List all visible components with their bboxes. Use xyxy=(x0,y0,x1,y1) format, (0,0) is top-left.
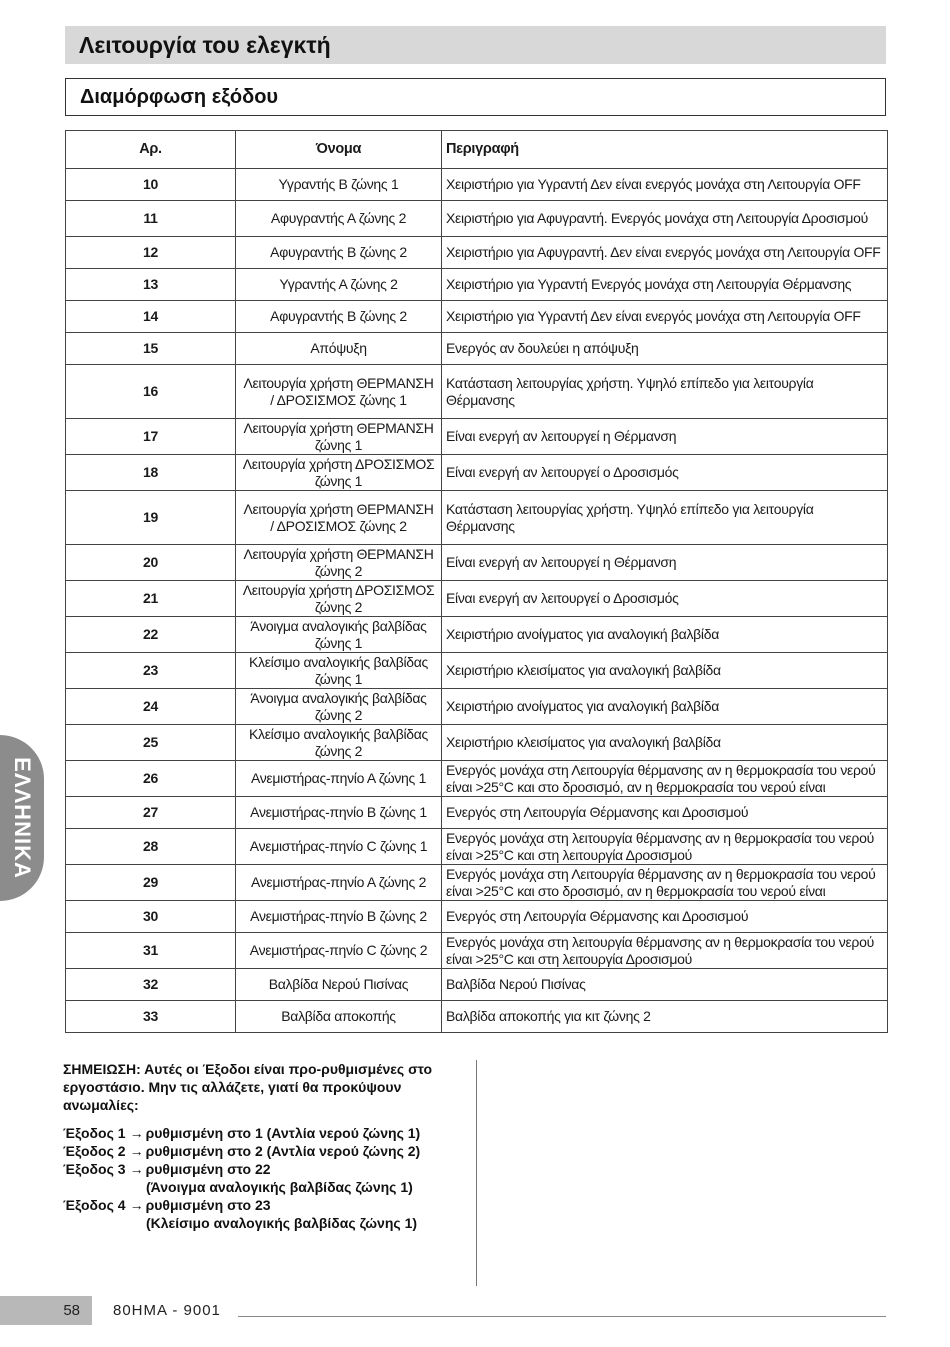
row-description: Είναι ενεργή αν λειτουργεί η Θέρμανση xyxy=(442,419,888,455)
row-description: Βαλβίδα αποκοπής για κιτ ζώνης 2 xyxy=(442,1001,888,1033)
row-name: Υγραντής Β ζώνης 1 xyxy=(236,169,442,201)
row-description: Χειριστήριο ανοίγματος για αναλογική βαλβίδα xyxy=(442,617,888,653)
row-name: Ανεμιστήρας-πηνίο C ζώνης 1 xyxy=(236,829,442,865)
table-row xyxy=(66,617,888,653)
row-number: 11 xyxy=(66,201,236,237)
row-number: 13 xyxy=(66,269,236,301)
output-setting xyxy=(63,1142,463,1160)
output-value: ρυθμισμένη στο 1 (Αντλία νερού ζώνης 1) xyxy=(145,1125,421,1141)
row-name: Άνοιγμα αναλογικής βαλβίδας ζώνης 1 xyxy=(236,617,442,653)
output-label: Έξοδος 2 xyxy=(63,1143,126,1159)
table-row xyxy=(66,761,888,797)
row-description: Χειριστήριο ανοίγματος για αναλογική βαλβίδα xyxy=(442,689,888,725)
row-number: 29 xyxy=(66,865,236,901)
footer-rule xyxy=(238,1316,886,1317)
row-description: Ενεργός μονάχα στη λειτουργία θέρμανσης αν η θερμοκρασία του νερού είναι >25°C και στη λειτουργία Δροσισμού xyxy=(442,933,888,969)
row-number: 33 xyxy=(66,1001,236,1033)
table-row xyxy=(66,725,888,761)
column-header-number: Αρ. xyxy=(66,131,236,169)
page-header xyxy=(65,26,886,64)
row-name: Ανεμιστήρας-πηνίο Α ζώνης 1 xyxy=(236,761,442,797)
row-description: Χειριστήριο για Αφυγραντή. Ενεργός μονάχα στη Λειτουργία Δροσισμού xyxy=(442,201,888,237)
table-row xyxy=(66,653,888,689)
row-number: 21 xyxy=(66,581,236,617)
table-row xyxy=(66,969,888,1001)
row-name: Λειτουργία χρήστη ΔΡΟΣΙΣΜΟΣ ζώνης 2 xyxy=(236,581,442,617)
row-number: 15 xyxy=(66,333,236,365)
row-name: Λειτουργία χρήστη ΘΕΡΜΑΝΣΗ / ΔΡΟΣΙΣΜΟΣ ζώνης 2 xyxy=(236,491,442,545)
row-number: 10 xyxy=(66,169,236,201)
table-row xyxy=(66,237,888,269)
note-block xyxy=(63,1060,463,1232)
output-label: Έξοδος 4 xyxy=(63,1197,126,1213)
row-description: Είναι ενεργή αν λειτουργεί ο Δροσισμός xyxy=(442,455,888,491)
table-row xyxy=(66,365,888,419)
row-description: Ενεργός μονάχα στη Λειτουργία θέρμανσης αν η θερμοκρασία του νερού είναι >25°C και στο δροσισμό, αν η θερμοκρασία του νερού είναι xyxy=(442,865,888,901)
row-description: Κατάσταση λειτουργίας χρήστη. Υψηλό επίπεδο για λειτουργία Θέρμανσης xyxy=(442,491,888,545)
row-number: 32 xyxy=(66,969,236,1001)
output-value: ρυθμισμένη στο 23 xyxy=(145,1197,271,1213)
note-text: ΣΗΜΕΙΩΣΗ: Αυτές οι Έξοδοι είναι προ-ρυθμισμένες στο εργοστάσιο. Μην τις αλλάζετε, γιατί θα προκύψουν ανωμαλίες: xyxy=(63,1061,433,1113)
row-number: 19 xyxy=(66,491,236,545)
row-description: Είναι ενεργή αν λειτουργεί ο Δροσισμός xyxy=(442,581,888,617)
page-title: Λειτουργία του ελεγκτή xyxy=(79,31,331,58)
arrow-right-icon: → xyxy=(129,1161,144,1177)
row-number: 12 xyxy=(66,237,236,269)
output-value-detail: (Κλείσιμο αναλογικής βαλβίδας ζώνης 1) xyxy=(146,1215,418,1231)
arrow-right-icon: → xyxy=(129,1125,144,1141)
page-number-tab xyxy=(0,1296,92,1325)
row-description: Ενεργός μονάχα στη λειτουργία θέρμανσης αν η θερμοκρασία του νερού είναι >25°C και στη λειτουργία Δροσισμού xyxy=(442,829,888,865)
row-number: 16 xyxy=(66,365,236,419)
language-tab xyxy=(0,735,44,901)
row-name: Αφυγραντής Α ζώνης 2 xyxy=(236,201,442,237)
note-output-list xyxy=(63,1124,463,1232)
row-name: Λειτουργία χρήστη ΘΕΡΜΑΝΣΗ / ΔΡΟΣΙΣΜΟΣ ζώνης 1 xyxy=(236,365,442,419)
row-name: Ανεμιστήρας-πηνίο Β ζώνης 2 xyxy=(236,901,442,933)
row-number: 31 xyxy=(66,933,236,969)
row-description: Χειριστήριο κλεισίματος για αναλογική βαλβίδα xyxy=(442,725,888,761)
row-description: Χειριστήριο για Αφυγραντή. Δεν είναι ενεργός μονάχα στη Λειτουργία OFF xyxy=(442,237,888,269)
output-value: ρυθμισμένη στο 2 (Αντλία νερού ζώνης 2) xyxy=(145,1143,421,1159)
table-row xyxy=(66,901,888,933)
row-name: Ανεμιστήρας-πηνίο Α ζώνης 2 xyxy=(236,865,442,901)
table-row xyxy=(66,169,888,201)
output-value-detail: (Άνοιγμα αναλογικής βαλβίδας ζώνης 1) xyxy=(146,1179,413,1195)
output-setting xyxy=(63,1124,463,1142)
row-description: Είναι ενεργή αν λειτουργεί η Θέρμανση xyxy=(442,545,888,581)
language-tab-label: ΕΛΛΗΝΙΚΑ xyxy=(10,757,35,879)
row-description: Ενεργός στη Λειτουργία Θέρμανσης και Δροσισμού xyxy=(442,901,888,933)
row-name: Αφυγραντής Β ζώνης 2 xyxy=(236,237,442,269)
row-number: 28 xyxy=(66,829,236,865)
row-description: Χειριστήριο κλεισίματος για αναλογική βαλβίδα xyxy=(442,653,888,689)
row-name: Κλείσιμο αναλογικής βαλβίδας ζώνης 2 xyxy=(236,725,442,761)
section-header xyxy=(65,78,886,116)
row-number: 20 xyxy=(66,545,236,581)
page-number: 58 xyxy=(63,1302,80,1319)
row-description: Ενεργός μονάχα στη Λειτουργία θέρμανσης αν η θερμοκρασία του νερού είναι >25°C και στο δροσισμό, αν η θερμοκρασία του νερού είναι xyxy=(442,761,888,797)
column-header-name: Όνομα xyxy=(236,131,442,169)
output-setting xyxy=(63,1196,463,1214)
row-number: 17 xyxy=(66,419,236,455)
table-row xyxy=(66,1001,888,1033)
table-header-row xyxy=(66,131,888,169)
row-name: Απόψυξη xyxy=(236,333,442,365)
row-description: Χειριστήριο για Υγραντή Δεν είναι ενεργός μονάχα στη Λειτουργία OFF xyxy=(442,301,888,333)
table-row xyxy=(66,581,888,617)
table-row xyxy=(66,545,888,581)
table-row xyxy=(66,419,888,455)
row-description: Ενεργός στη Λειτουργία Θέρμανσης και Δροσισμού xyxy=(442,797,888,829)
row-name: Ανεμιστήρας-πηνίο Β ζώνης 1 xyxy=(236,797,442,829)
row-number: 26 xyxy=(66,761,236,797)
table-row xyxy=(66,491,888,545)
document-code: 80HMA - 9001 xyxy=(113,1302,221,1319)
row-description: Κατάσταση λειτουργίας χρήστη. Υψηλό επίπεδο για λειτουργία Θέρμανσης xyxy=(442,365,888,419)
row-number: 22 xyxy=(66,617,236,653)
row-name: Λειτουργία χρήστη ΔΡΟΣΙΣΜΟΣ ζώνης 1 xyxy=(236,455,442,491)
arrow-right-icon: → xyxy=(129,1143,144,1159)
row-name: Κλείσιμο αναλογικής βαλβίδας ζώνης 1 xyxy=(236,653,442,689)
table-row xyxy=(66,333,888,365)
row-description: Χειριστήριο για Υγραντή Ενεργός μονάχα στη Λειτουργία Θέρμανσης xyxy=(442,269,888,301)
row-description: Βαλβίδα Νερού Πισίνας xyxy=(442,969,888,1001)
row-name: Άνοιγμα αναλογικής βαλβίδας ζώνης 2 xyxy=(236,689,442,725)
table-row xyxy=(66,797,888,829)
output-value: ρυθμισμένη στο 22 xyxy=(145,1161,271,1177)
table-row xyxy=(66,269,888,301)
arrow-right-icon: → xyxy=(129,1197,144,1213)
column-header-description: Περιγραφή xyxy=(442,131,888,169)
row-number: 14 xyxy=(66,301,236,333)
row-name: Αφυγραντής Β ζώνης 2 xyxy=(236,301,442,333)
row-number: 24 xyxy=(66,689,236,725)
row-number: 23 xyxy=(66,653,236,689)
row-number: 18 xyxy=(66,455,236,491)
row-name: Βαλβίδα αποκοπής xyxy=(236,1001,442,1033)
column-divider xyxy=(476,1060,477,1286)
table-row xyxy=(66,865,888,901)
table-row xyxy=(66,455,888,491)
output-label: Έξοδος 3 xyxy=(63,1161,126,1177)
table-row xyxy=(66,201,888,237)
table-row xyxy=(66,689,888,725)
row-description: Χειριστήριο για Υγραντή Δεν είναι ενεργός μονάχα στη Λειτουργία OFF xyxy=(442,169,888,201)
output-label: Έξοδος 1 xyxy=(63,1125,126,1141)
row-name: Λειτουργία χρήστη ΘΕΡΜΑΝΣΗ ζώνης 1 xyxy=(236,419,442,455)
row-description: Ενεργός αν δουλεύει η απόψυξη xyxy=(442,333,888,365)
row-number: 30 xyxy=(66,901,236,933)
row-number: 25 xyxy=(66,725,236,761)
row-name: Υγραντής Α ζώνης 2 xyxy=(236,269,442,301)
row-number: 27 xyxy=(66,797,236,829)
output-setting xyxy=(63,1160,463,1178)
section-title: Διαμόρφωση εξόδου xyxy=(80,85,279,108)
table-row xyxy=(66,933,888,969)
table-row xyxy=(66,301,888,333)
table-row xyxy=(66,829,888,865)
row-name: Βαλβίδα Νερού Πισίνας xyxy=(236,969,442,1001)
row-name: Λειτουργία χρήστη ΘΕΡΜΑΝΣΗ ζώνης 2 xyxy=(236,545,442,581)
row-name: Ανεμιστήρας-πηνίο C ζώνης 2 xyxy=(236,933,442,969)
output-config-table xyxy=(65,130,888,1033)
